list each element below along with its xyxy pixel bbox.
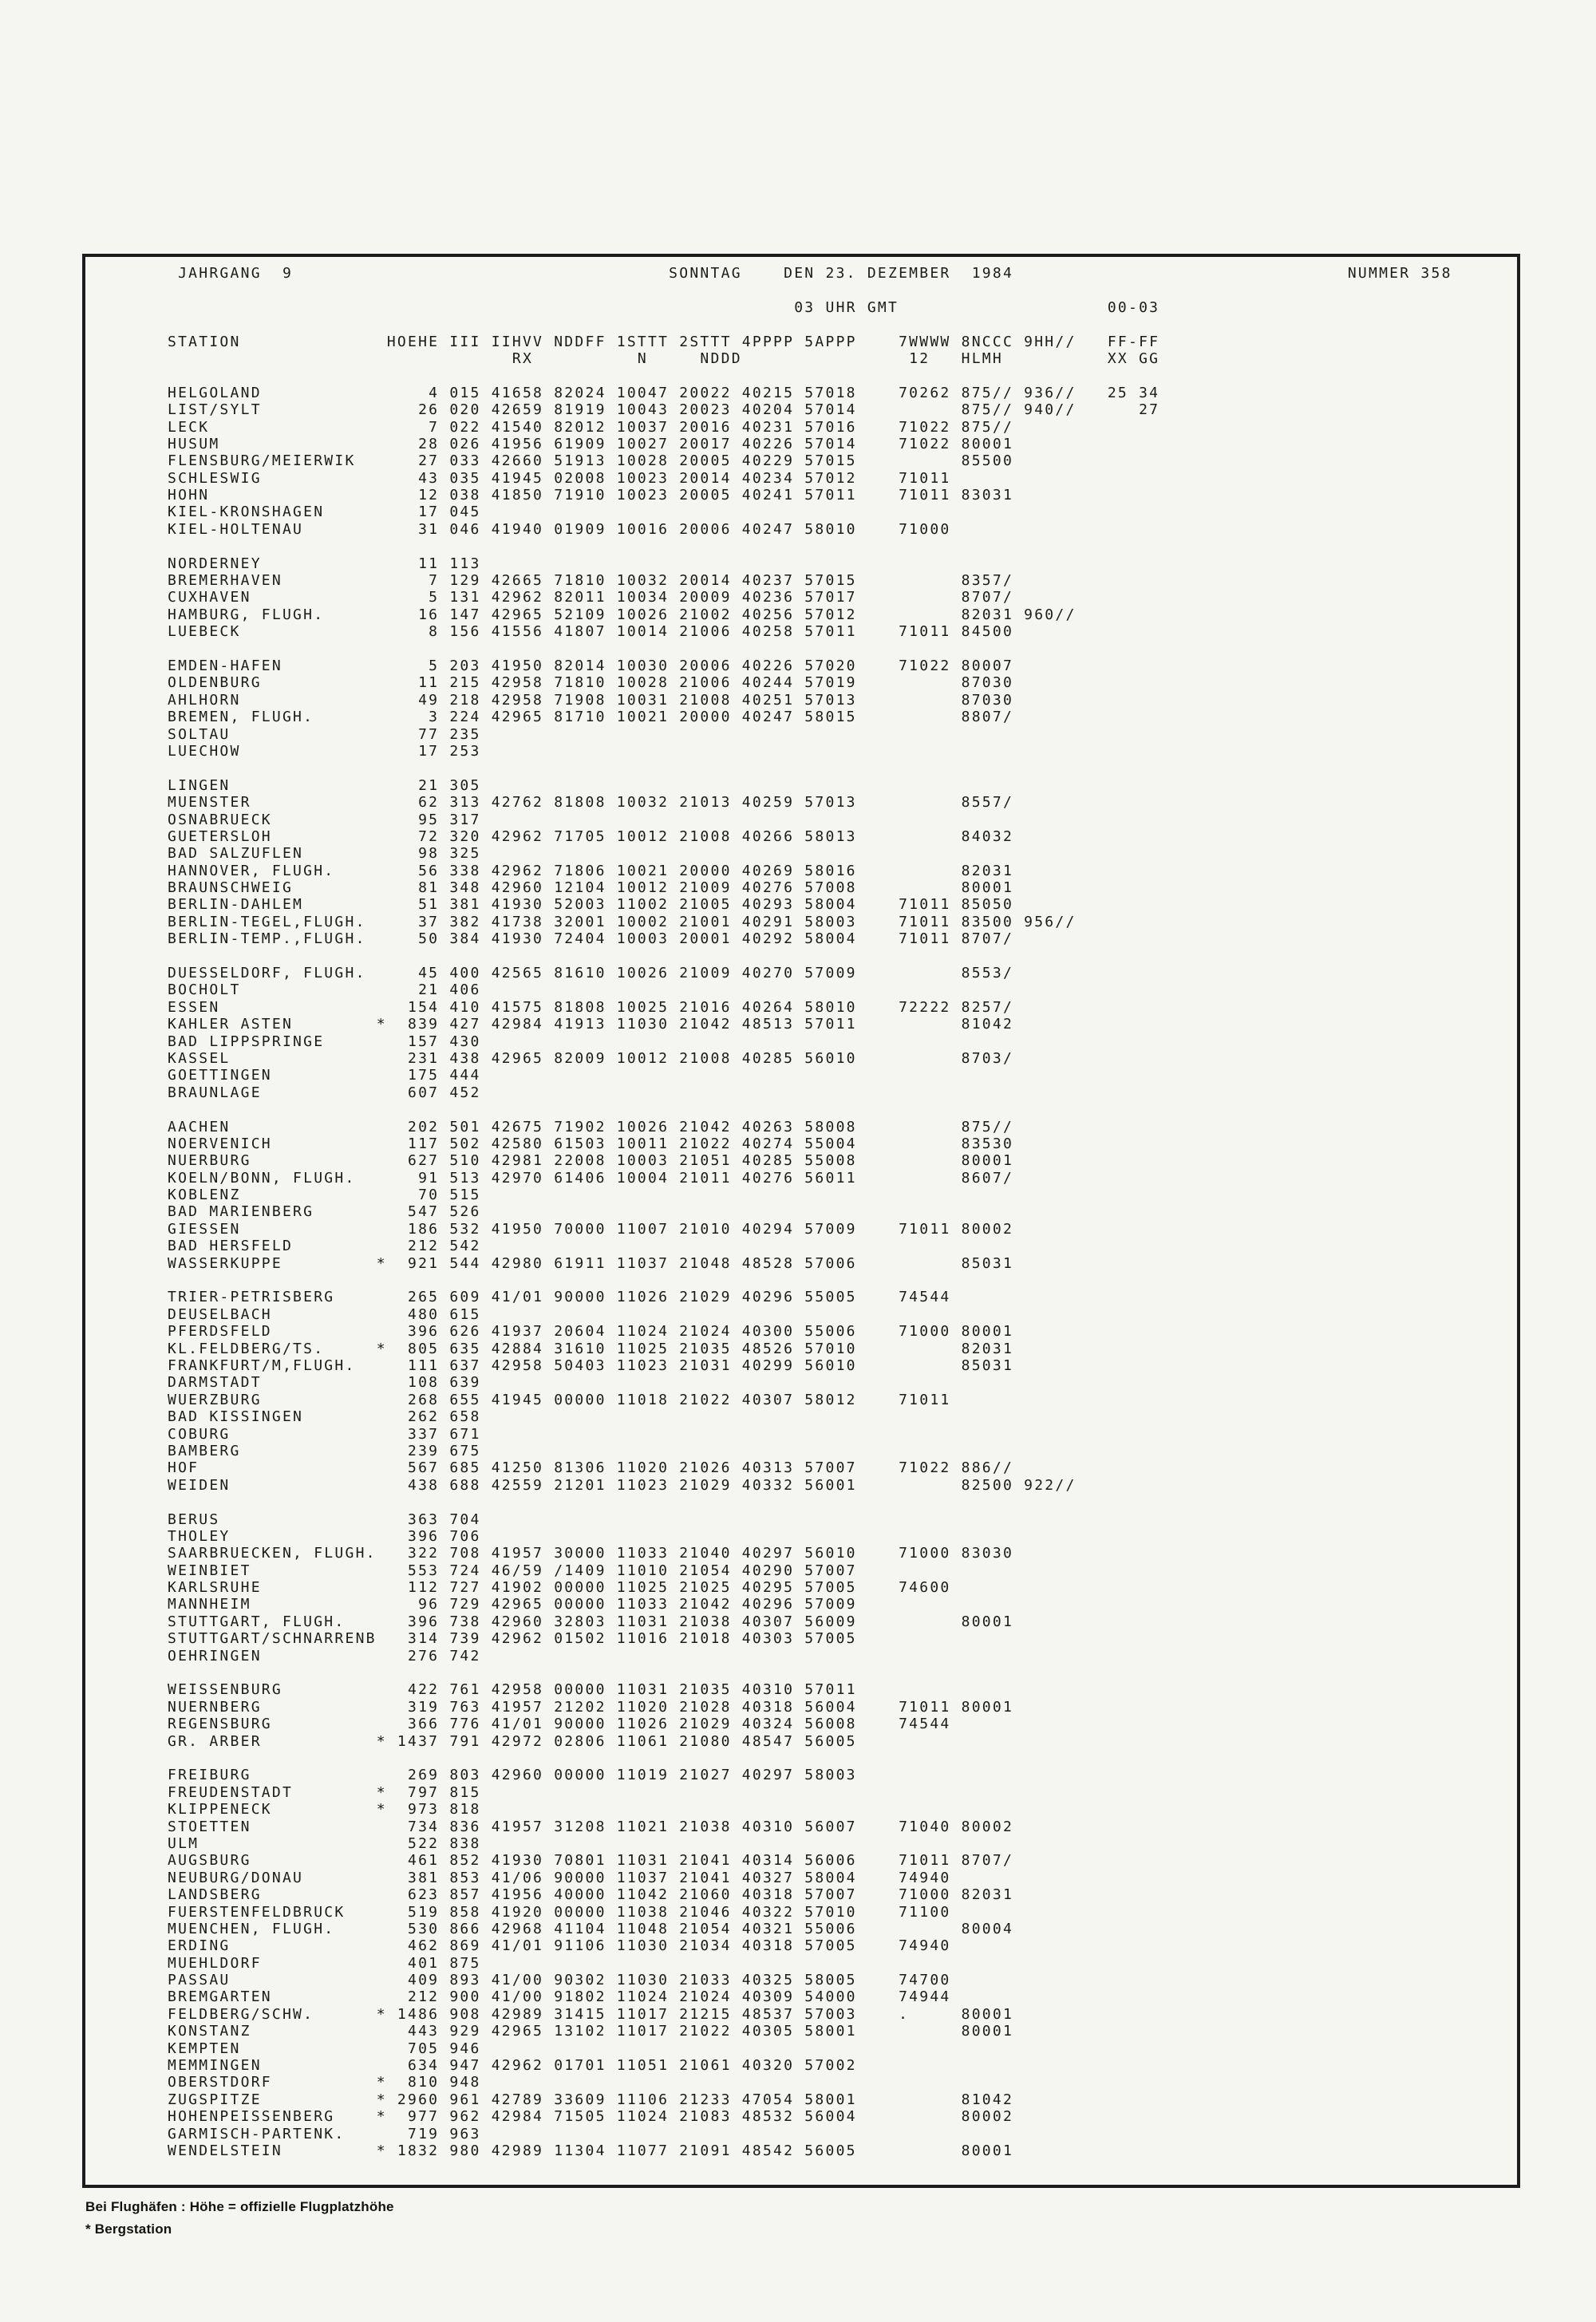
spacer-line xyxy=(168,1750,1452,1767)
station-row: BOCHOLT 21 406 xyxy=(168,981,481,999)
station-row: BREMGARTEN 212 900 41/00 91802 11024 21024 40309 54000 74944 xyxy=(168,1988,951,2006)
station-row: WEINBIET 553 724 46/59 /1409 11010 21054 40290 57007 xyxy=(168,1562,857,1579)
station-row: KASSEL 231 438 42965 82009 10012 21008 40285 56010 8703/ xyxy=(168,1049,1014,1067)
spacer-line xyxy=(168,538,1452,555)
spacer-line xyxy=(168,948,1452,965)
station-row: KONSTANZ 443 929 42965 13102 11017 21022 40305 58001 80001 xyxy=(168,2023,1014,2040)
station-row: KOELN/BONN, FLUGH. 91 513 42970 61406 10004 21011 40276 56011 8607/ xyxy=(168,1169,1014,1187)
station-row: DARMSTADT 108 639 xyxy=(168,1374,481,1392)
station-row: FREIBURG 269 803 42960 00000 11019 21027 40297 58003 xyxy=(168,1767,857,1784)
station-row: NUERBURG 627 510 42981 22008 10003 21051 40285 55008 80001 xyxy=(168,1152,1014,1170)
station-row: SCHLESWIG 43 035 41945 02008 10023 20014 40234 57012 71011 xyxy=(168,469,951,487)
station-row: KIEL-HOLTENAU 31 046 41940 01909 10016 20006 40247 58010 71000 xyxy=(168,520,951,538)
station-row: OEHRINGEN 276 742 xyxy=(168,1647,481,1664)
masthead-line: JAHRGANG 9 SONNTAG DEN 23. DEZEMBER 1984 NUMMER 358 xyxy=(168,265,1452,282)
station-row: SAARBRUECKEN, FLUGH. 322 708 41957 30000 11033 21040 40297 56010 71000 83030 xyxy=(168,1545,1014,1562)
station-row: BREMERHAVEN 7 129 42665 71810 10032 20014 40237 57015 8357/ xyxy=(168,572,1014,590)
station-row: KAHLER ASTEN * 839 427 42984 41913 11030 21042 48513 57011 81042 xyxy=(168,1016,1014,1033)
station-row: COBURG 337 671 xyxy=(168,1425,481,1443)
spacer-line xyxy=(168,367,1452,384)
station-row: WASSERKUPPE * 921 544 42980 61911 11037 21048 48528 57006 85031 xyxy=(168,1254,1014,1272)
station-row: FELDBERG/SCHW. * 1486 908 42989 31415 11017 21215 48537 57003 . 80001 xyxy=(168,2005,1014,2023)
spacer-line xyxy=(168,760,1452,776)
station-row: STOETTEN 734 836 41957 31208 11021 21038 40310 56007 71040 80002 xyxy=(168,1818,1014,1835)
station-row: SOLTAU 77 235 xyxy=(168,725,481,743)
station-row: KL.FELDBERG/TS. * 805 635 42884 31610 11025 21035 48526 57010 82031 xyxy=(168,1340,1014,1357)
station-row: GIESSEN 186 532 41950 70000 11007 21010 40294 57009 71011 80002 xyxy=(168,1220,1014,1238)
spacer-line xyxy=(168,282,1452,298)
station-row: MUENCHEN, FLUGH. 530 866 42968 41104 11048 21054 40321 55006 80004 xyxy=(168,1920,1014,1937)
station-row: KARLSRUHE 112 727 41902 00000 11025 21025 40295 57005 74600 xyxy=(168,1579,951,1597)
station-row: HAMBURG, FLUGH. 16 147 42965 52109 10026 21002 40256 57012 82031 960// xyxy=(168,606,1077,623)
time-line: 03 UHR GMT 00-03 xyxy=(168,298,1160,316)
station-row: BERLIN-TEGEL,FLUGH. 37 382 41738 32001 10002 21001 40291 58003 71011 83500 956// xyxy=(168,913,1077,930)
station-row: OBERSTDORF * 810 948 xyxy=(168,2074,481,2091)
station-row: AUGSBURG 461 852 41930 70801 11031 21041 40314 56006 71011 8707/ xyxy=(168,1852,1014,1870)
station-row: LINGEN 21 305 xyxy=(168,776,481,794)
station-row: BAD KISSINGEN 262 658 xyxy=(168,1408,481,1426)
station-row: HELGOLAND 4 015 41658 82024 10047 20022 40215 57018 70262 875// 936// 25 34 xyxy=(168,384,1160,401)
station-row: ULM 522 838 xyxy=(168,1834,481,1852)
station-row: FLENSBURG/MEIERWIK 27 033 42660 51913 10028 20005 40229 57015 85500 xyxy=(168,452,1014,470)
footnotes xyxy=(85,2196,394,2241)
station-row: HUSUM 28 026 41956 61909 10027 20017 40226 57014 71022 80001 xyxy=(168,435,1014,452)
station-row: ZUGSPITZE * 2960 961 42789 33609 11106 21233 47054 58001 81042 xyxy=(168,2091,1014,2108)
station-row: BERUS 363 704 xyxy=(168,1510,481,1528)
station-row: OLDENBURG 11 215 42958 71810 10028 21006 40244 57019 87030 xyxy=(168,674,1014,692)
station-row: WEIDEN 438 688 42559 21201 11023 21029 40332 56001 82500 922// xyxy=(168,1476,1077,1494)
station-row: PFERDSFELD 396 626 41937 20604 11024 21024 40300 55006 71000 80001 xyxy=(168,1323,1014,1341)
station-row: EMDEN-HAFEN 5 203 41950 82014 10030 20006 40226 57020 71022 80007 xyxy=(168,657,1014,674)
station-row: OSNABRUECK 95 317 xyxy=(168,811,481,828)
station-row: HANNOVER, FLUGH. 56 338 42962 71806 10021 20000 40269 58016 82031 xyxy=(168,862,1014,879)
station-row: BAD SALZUFLEN 98 325 xyxy=(168,845,481,863)
station-row: GARMISCH-PARTENK. 719 963 xyxy=(168,2125,481,2142)
spacer-line xyxy=(168,1664,1452,1681)
station-row: MUENSTER 62 313 42762 81808 10032 21013 40259 57013 8557/ xyxy=(168,794,1014,812)
station-row: HOHN 12 038 41850 71910 10023 20005 40241 57011 71011 83031 xyxy=(168,487,1014,504)
station-row: BAMBERG 239 675 xyxy=(168,1442,481,1459)
station-row: DEUSELBACH 480 615 xyxy=(168,1305,481,1323)
station-row: GOETTINGEN 175 444 xyxy=(168,1067,481,1084)
spacer-line xyxy=(168,641,1452,658)
station-row: BAD HERSFELD 212 542 xyxy=(168,1238,481,1255)
station-row: BERLIN-TEMP.,FLUGH. 50 384 41930 72404 10003 20001 40292 58004 71011 8707/ xyxy=(168,930,1014,948)
station-row: MUEHLDORF 401 875 xyxy=(168,1954,481,1972)
station-row: FREUDENSTADT * 797 815 xyxy=(168,1783,481,1801)
station-row: LANDSBERG 623 857 41956 40000 11042 21060 40318 57007 71000 82031 xyxy=(168,1886,1014,1904)
station-row: TRIER-PETRISBERG 265 609 41/01 90000 11026 21029 40296 55005 74544 xyxy=(168,1289,951,1306)
station-row: KIEL-KRONSHAGEN 17 045 xyxy=(168,503,481,521)
station-row: ERDING 462 869 41/01 91106 11030 21034 40318 57005 74940 xyxy=(168,1937,951,1955)
station-row: STUTTGART/SCHNARRENB 314 739 42962 01502 11016 21018 40303 57005 xyxy=(168,1630,857,1648)
station-row: GUETERSLOH 72 320 42962 71705 10012 21008 40266 58013 84032 xyxy=(168,827,1014,845)
station-row: MEMMINGEN 634 947 42962 01701 11051 21061 40320 57002 xyxy=(168,2057,857,2075)
station-row: WUERZBURG 268 655 41945 00000 11018 21022 40307 58012 71011 xyxy=(168,1391,951,1408)
station-row: KLIPPENECK * 973 818 xyxy=(168,1801,481,1819)
spacer-line xyxy=(168,1494,1452,1510)
station-row: LUEBECK 8 156 41556 41807 10014 21006 40258 57011 71011 84500 xyxy=(168,623,1014,641)
footnote-bergstation: * Bergstation xyxy=(85,2221,172,2237)
station-row: AACHEN 202 501 42675 71902 10026 21042 40263 58008 875// xyxy=(168,1118,1014,1135)
station-row: CUXHAVEN 5 131 42962 82011 10034 20009 40236 57017 8707/ xyxy=(168,589,1014,606)
column-header-line-2: RX N NDDD 12 HLMH XX GG xyxy=(168,349,1160,367)
station-row: WEISSENBURG 422 761 42958 00000 11031 21035 40310 57011 xyxy=(168,1681,857,1699)
station-row: THOLEY 396 706 xyxy=(168,1527,481,1545)
station-row: BAD MARIENBERG 547 526 xyxy=(168,1203,481,1221)
station-row: STUTTGART, FLUGH. 396 738 42960 32803 11031 21038 40307 56009 80001 xyxy=(168,1613,1014,1630)
station-row: NEUBURG/DONAU 381 853 41/06 90000 11037 21041 40327 58004 74940 xyxy=(168,1869,951,1886)
station-row: NORDERNEY 11 113 xyxy=(168,555,481,572)
station-row: BAD LIPPSPRINGE 157 430 xyxy=(168,1033,481,1050)
station-row: FRANKFURT/M,FLUGH. 111 637 42958 50403 11023 21031 40299 56010 85031 xyxy=(168,1357,1014,1374)
station-row: BERLIN-DAHLEM 51 381 41930 52003 11002 21005 40293 58004 71011 85050 xyxy=(168,896,1014,914)
station-row: BRAUNSCHWEIG 81 348 42960 12104 10012 21009 40276 57008 80001 xyxy=(168,879,1014,897)
spacer-line xyxy=(168,1272,1452,1289)
station-row: LIST/SYLT 26 020 42659 81919 10043 20023 40204 57014 875// 940// 27 xyxy=(168,401,1160,419)
station-row: FUERSTENFELDBRUCK 519 858 41920 00000 11038 21046 40322 57010 71100 xyxy=(168,1903,951,1921)
station-row: MANNHEIM 96 729 42965 00000 11033 21042 40296 57009 xyxy=(168,1596,857,1613)
station-row: NOERVENICH 117 502 42580 61503 10011 21022 40274 55004 83530 xyxy=(168,1135,1014,1152)
station-row: BREMEN, FLUGH. 3 224 42965 81710 10021 20000 40247 58015 8807/ xyxy=(168,709,1014,726)
station-row: KOBLENZ 70 515 xyxy=(168,1187,481,1204)
station-row: DUESSELDORF, FLUGH. 45 400 42565 81610 10026 21009 40270 57009 8553/ xyxy=(168,965,1014,982)
station-row: AHLHORN 49 218 42958 71908 10031 21008 40251 57013 87030 xyxy=(168,691,1014,709)
station-row: KEMPTEN 705 946 xyxy=(168,2040,481,2057)
bulletin-text xyxy=(168,265,1452,2159)
column-header-line: STATION HOEHE III IIHVV NDDFF 1STTT 2STTT 4PPPP 5APPP 7WWWW 8NCCC 9HH// FF-FF xyxy=(168,333,1160,350)
station-row: GR. ARBER * 1437 791 42972 02806 11061 21080 48547 56005 xyxy=(168,1732,857,1750)
station-row: PASSAU 409 893 41/00 90302 11030 21033 40325 58005 74700 xyxy=(168,1972,951,1989)
station-row: WENDELSTEIN * 1832 980 42989 11304 11077 21091 48542 56005 80001 xyxy=(168,2142,1014,2159)
spacer-line xyxy=(168,316,1452,333)
station-row: HOF 567 685 41250 81306 11020 21026 40313 57007 71022 886// xyxy=(168,1459,1014,1477)
station-row: LUECHOW 17 253 xyxy=(168,742,481,760)
footnote-flugplatzhoehe: Bei Flughäfen : Höhe = offizielle Flugplatzhöhe xyxy=(85,2199,394,2214)
station-row: NUERNBERG 319 763 41957 21202 11020 21028 40318 56004 71011 80001 xyxy=(168,1698,1014,1716)
station-row: HOHENPEISSENBERG * 977 962 42984 71505 11024 21083 48532 56004 80002 xyxy=(168,2108,1014,2126)
station-row: ESSEN 154 410 41575 81808 10025 21016 40264 58010 72222 8257/ xyxy=(168,998,1014,1016)
spacer-line xyxy=(168,1101,1452,1118)
station-row: LECK 7 022 41540 82012 10037 20016 40231 57016 71022 875// xyxy=(168,418,1014,436)
station-row: REGENSBURG 366 776 41/01 90000 11026 21029 40324 56008 74544 xyxy=(168,1716,951,1733)
station-row: BRAUNLAGE 607 452 xyxy=(168,1084,481,1101)
